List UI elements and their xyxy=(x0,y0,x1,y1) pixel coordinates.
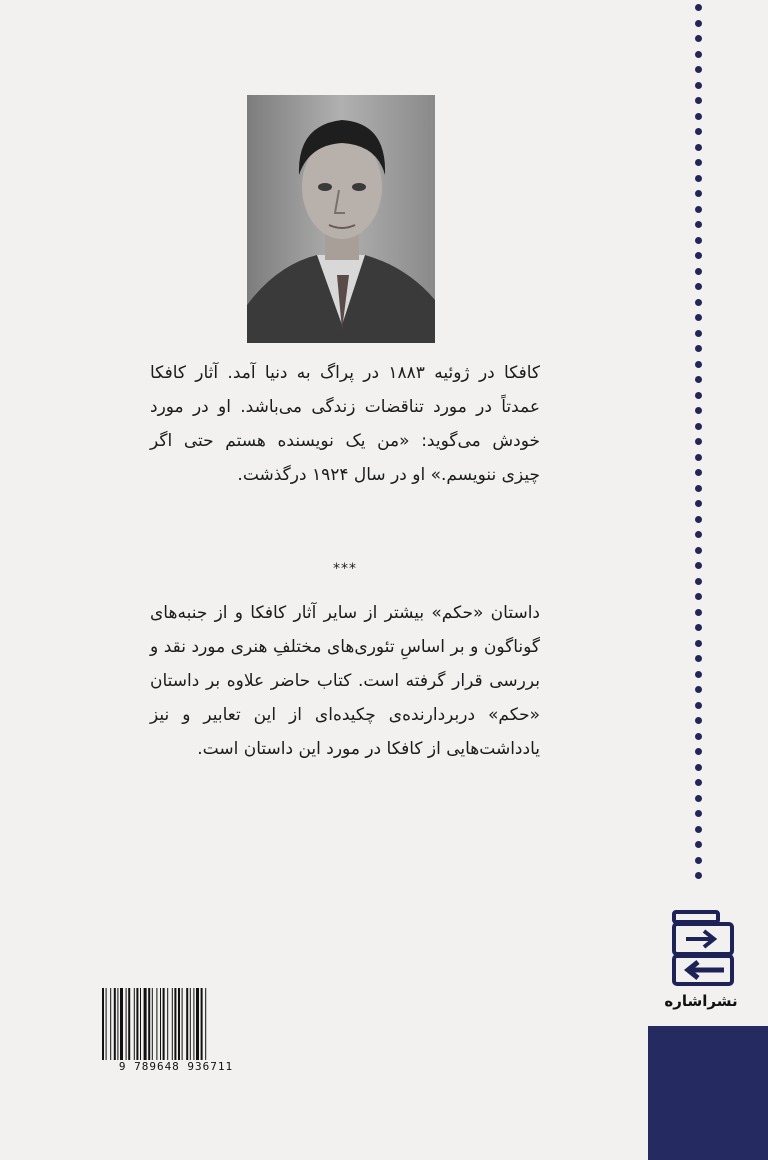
border-dot xyxy=(695,299,702,306)
barcode-bar xyxy=(152,988,153,1060)
border-dot xyxy=(695,609,702,616)
barcode-bar xyxy=(114,988,116,1060)
border-dot xyxy=(695,702,702,709)
navy-corner-block xyxy=(648,1026,768,1160)
border-dot xyxy=(695,221,702,228)
barcode-bar xyxy=(174,988,176,1060)
border-dot xyxy=(695,237,702,244)
border-dot xyxy=(695,624,702,631)
border-dot xyxy=(695,128,702,135)
border-dot xyxy=(695,97,702,104)
border-dot xyxy=(695,4,702,11)
border-dot xyxy=(695,361,702,368)
border-dot xyxy=(695,516,702,523)
publisher-name: نشراشاره xyxy=(664,992,738,1010)
barcode-bar xyxy=(163,988,165,1060)
barcode-bar xyxy=(110,988,111,1060)
border-dot xyxy=(695,144,702,151)
barcode-bar xyxy=(178,988,180,1060)
border-dot xyxy=(695,764,702,771)
border-dot xyxy=(695,268,702,275)
isbn-digits: 9 789648 936711 xyxy=(118,1060,234,1073)
border-dot xyxy=(695,578,702,585)
border-dot xyxy=(695,423,702,430)
barcode-bar xyxy=(120,988,123,1060)
border-dot xyxy=(695,810,702,817)
border-dot xyxy=(695,159,702,166)
dotted-border xyxy=(693,0,705,885)
barcode-bar xyxy=(117,988,118,1060)
border-dot xyxy=(695,407,702,414)
barcode-bar xyxy=(193,988,194,1060)
border-dot xyxy=(695,190,702,197)
author-portrait xyxy=(247,95,435,343)
border-dot xyxy=(695,500,702,507)
border-dot xyxy=(695,686,702,693)
border-dot xyxy=(695,66,702,73)
border-dot xyxy=(695,640,702,647)
barcode-bar xyxy=(167,988,168,1060)
barcode-bar xyxy=(190,988,191,1060)
border-dot xyxy=(695,252,702,259)
barcode-bar xyxy=(201,988,203,1060)
barcode-bar xyxy=(172,988,173,1060)
border-dot xyxy=(695,35,702,42)
barcode-bar xyxy=(148,988,150,1060)
border-dot xyxy=(695,392,702,399)
border-dot xyxy=(695,454,702,461)
barcode-bar xyxy=(182,988,183,1060)
border-dot xyxy=(695,733,702,740)
border-dot xyxy=(695,779,702,786)
border-dot xyxy=(695,330,702,337)
border-dot xyxy=(695,469,702,476)
border-dot xyxy=(695,376,702,383)
barcode-bar xyxy=(102,988,104,1060)
border-dot xyxy=(695,562,702,569)
barcode-bar xyxy=(128,988,130,1060)
barcode-bar xyxy=(205,988,206,1060)
border-dot xyxy=(695,345,702,352)
border-dot xyxy=(695,841,702,848)
barcode-bar xyxy=(136,988,138,1060)
barcode-bar xyxy=(106,988,107,1060)
barcode-bar xyxy=(140,988,141,1060)
border-dot xyxy=(695,748,702,755)
border-dot xyxy=(695,655,702,662)
border-dot xyxy=(695,438,702,445)
border-dot xyxy=(695,671,702,678)
author-biography: کافکا در ژوئیه ۱۸۸۳ در پراگ به دنیا آمد. آثار کافکا عمدتاً در مورد تناقضات زندگی می‌باشد. او در مورد خودش می‌گوید: «من یک نویسنده هستم حتی اگر چیزی ننویسم.» او در سال ۱۹۲۴ درگذشت. xyxy=(150,363,540,485)
barcode-bar xyxy=(126,988,127,1060)
border-dot xyxy=(695,82,702,89)
border-dot xyxy=(695,717,702,724)
border-dot xyxy=(695,857,702,864)
border-dot xyxy=(695,531,702,538)
border-dot xyxy=(695,593,702,600)
border-dot xyxy=(695,175,702,182)
barcode-bar xyxy=(186,988,188,1060)
border-dot xyxy=(695,206,702,213)
border-dot xyxy=(695,113,702,120)
barcode-bar xyxy=(156,988,157,1060)
border-dot xyxy=(695,872,702,879)
barcode-bar xyxy=(134,988,135,1060)
border-dot xyxy=(695,283,702,290)
book-description: داستان «حکم» بیشتر از سایر آثار کافکا و از جنبه‌های گوناگون و بر اساسِ تئوری‌های مختلفِ هنری مورد نقد و بررسی قرار گرفته است. کتاب حاضر علاوه بر داستان «حکم» دربردارنده‌ی چکیده‌ای از این تعابیر و نیز یادداشت‌هایی از کافکا در مورد این داستان است. xyxy=(150,603,540,759)
border-dot xyxy=(695,795,702,802)
border-dot xyxy=(695,826,702,833)
border-dot xyxy=(695,20,702,27)
border-dot xyxy=(695,51,702,58)
border-dot xyxy=(695,314,702,321)
barcode-bar xyxy=(160,988,161,1060)
section-separator: *** xyxy=(333,561,357,577)
border-dot xyxy=(695,485,702,492)
barcode-bar xyxy=(196,988,199,1060)
border-dot xyxy=(695,547,702,554)
barcode-bar xyxy=(144,988,147,1060)
